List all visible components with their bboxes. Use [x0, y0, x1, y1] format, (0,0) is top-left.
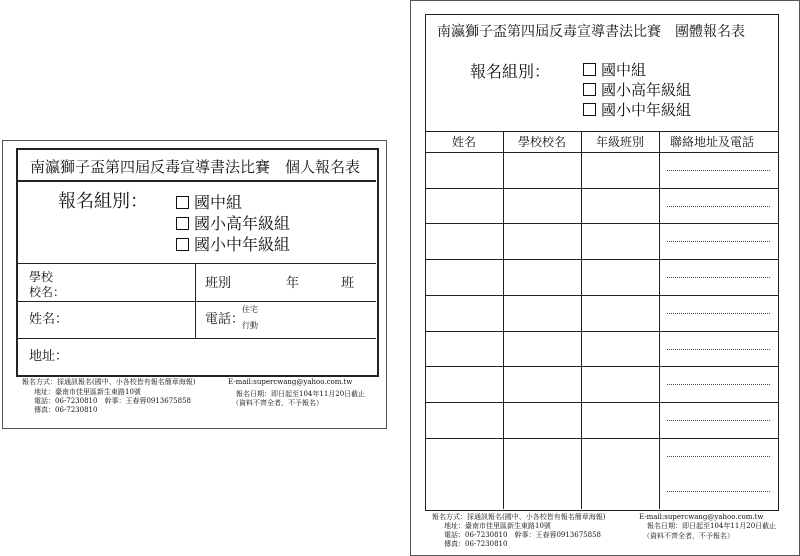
- team-footer-method: 報名方式：採通訊報名(國中、小各校皆有報名簡章海報): [432, 513, 606, 521]
- contact-dotted-line: [667, 313, 770, 314]
- team-option-elementary-senior[interactable]: 國小高年級組: [583, 83, 691, 98]
- checkbox-icon: [176, 196, 189, 209]
- team-footer-deadline: 報名日期：即日起至104年11月20日截止: [647, 522, 777, 530]
- individual-option-elementary-middle[interactable]: 國小中年級組: [176, 237, 290, 253]
- checkbox-icon: [583, 63, 596, 76]
- individual-footer-note: （資料不齊全者，不予報名）: [232, 399, 323, 407]
- individual-divider-1: [17, 263, 376, 264]
- individual-form-title: 南瀛獅子盃第四屆反毒宣導書法比賽 個人報名表: [30, 158, 361, 176]
- team-option-junior-high[interactable]: 國中組: [583, 63, 646, 78]
- team-col-header-name: 姓名: [452, 135, 477, 149]
- phone-label: 電話：: [205, 312, 245, 327]
- contact-dotted-line: [667, 170, 770, 171]
- checkbox-icon: [583, 103, 596, 116]
- school-name-label: 學校 校名：: [29, 270, 66, 299]
- contact-dotted-line: [667, 349, 770, 350]
- individual-footer-fax: 傳真：06-7230810: [34, 406, 98, 414]
- individual-title-divider: [17, 180, 376, 182]
- contact-dotted-line: [667, 420, 770, 421]
- team-form-title: 南瀛獅子盃第四屆反毒宣導書法比賽 團體報名表: [437, 24, 745, 40]
- team-row-divider: [425, 402, 778, 403]
- team-footer-fax: 傳真：06-7230810: [444, 540, 508, 548]
- contact-dotted-line: [667, 277, 770, 278]
- individual-footer-email: E-mail:supercwang@yahoo.com.tw: [228, 378, 353, 386]
- class-label: 班別: [205, 276, 232, 291]
- team-col-header-school: 學校校名: [518, 135, 567, 149]
- team-row-divider: [425, 259, 778, 260]
- team-row-divider: [425, 438, 778, 439]
- grade-label: 年: [286, 276, 300, 291]
- checkbox-icon: [176, 217, 189, 230]
- team-row-divider: [425, 295, 778, 296]
- checkbox-icon: [583, 83, 596, 96]
- individual-footer-deadline: 報名日期：即日起至104年11月20日截止: [236, 390, 366, 398]
- contact-dotted-line: [667, 456, 770, 457]
- contact-dotted-line: [667, 241, 770, 242]
- team-col-header-contact: 聯絡地址及電話: [670, 135, 755, 149]
- team-footer-address: 地址：臺南市佳里區新生東路10號: [444, 522, 551, 530]
- team-row-divider: [425, 223, 778, 224]
- team-option-elementary-middle[interactable]: 國小中年級組: [583, 103, 691, 118]
- phone-mobile-label: 行動: [242, 321, 258, 330]
- individual-option-junior-high[interactable]: 國中組: [176, 195, 242, 211]
- team-table-header-bottom: [425, 152, 778, 153]
- phone-home-label: 住宅: [242, 305, 258, 314]
- team-footer-email: E-mail:supercwang@yahoo.com.tw: [639, 513, 764, 521]
- checkbox-icon: [176, 238, 189, 251]
- individual-divider-3: [17, 338, 376, 339]
- individual-footer-address: 地址：臺南市佳里區新生東路10號: [34, 388, 141, 396]
- contact-dotted-line: [667, 384, 770, 385]
- individual-footer-phone: 電話：06-7230810 幹事：王春蓉0913675858: [34, 397, 191, 405]
- team-row-divider: [425, 366, 778, 367]
- individual-option-elementary-senior[interactable]: 國小高年級組: [176, 216, 290, 232]
- team-group-label: 報名組別：: [470, 62, 551, 81]
- name-label: 姓名：: [29, 312, 69, 327]
- address-label: 地址：: [29, 349, 69, 364]
- contact-dotted-line: [667, 206, 770, 207]
- team-row-divider: [425, 331, 778, 332]
- team-footer-phone: 電話：06-7230810 幹事：王春蓉0913675858: [444, 531, 601, 539]
- team-footer-note: （資料不齊全者，不予報名）: [643, 532, 734, 540]
- team-table-top: [425, 131, 778, 132]
- individual-divider-2: [17, 301, 376, 302]
- contact-dotted-line: [667, 491, 770, 492]
- team-row-divider: [425, 188, 778, 189]
- class-suffix-label: 班: [341, 276, 355, 291]
- individual-group-label: 報名組別：: [58, 191, 148, 212]
- individual-footer-method: 報名方式：採通訊報名(國中、小各校皆有報名簡章海報): [22, 378, 196, 386]
- team-col-header-grade: 年級班別: [596, 135, 645, 149]
- individual-column-divider: [195, 263, 196, 338]
